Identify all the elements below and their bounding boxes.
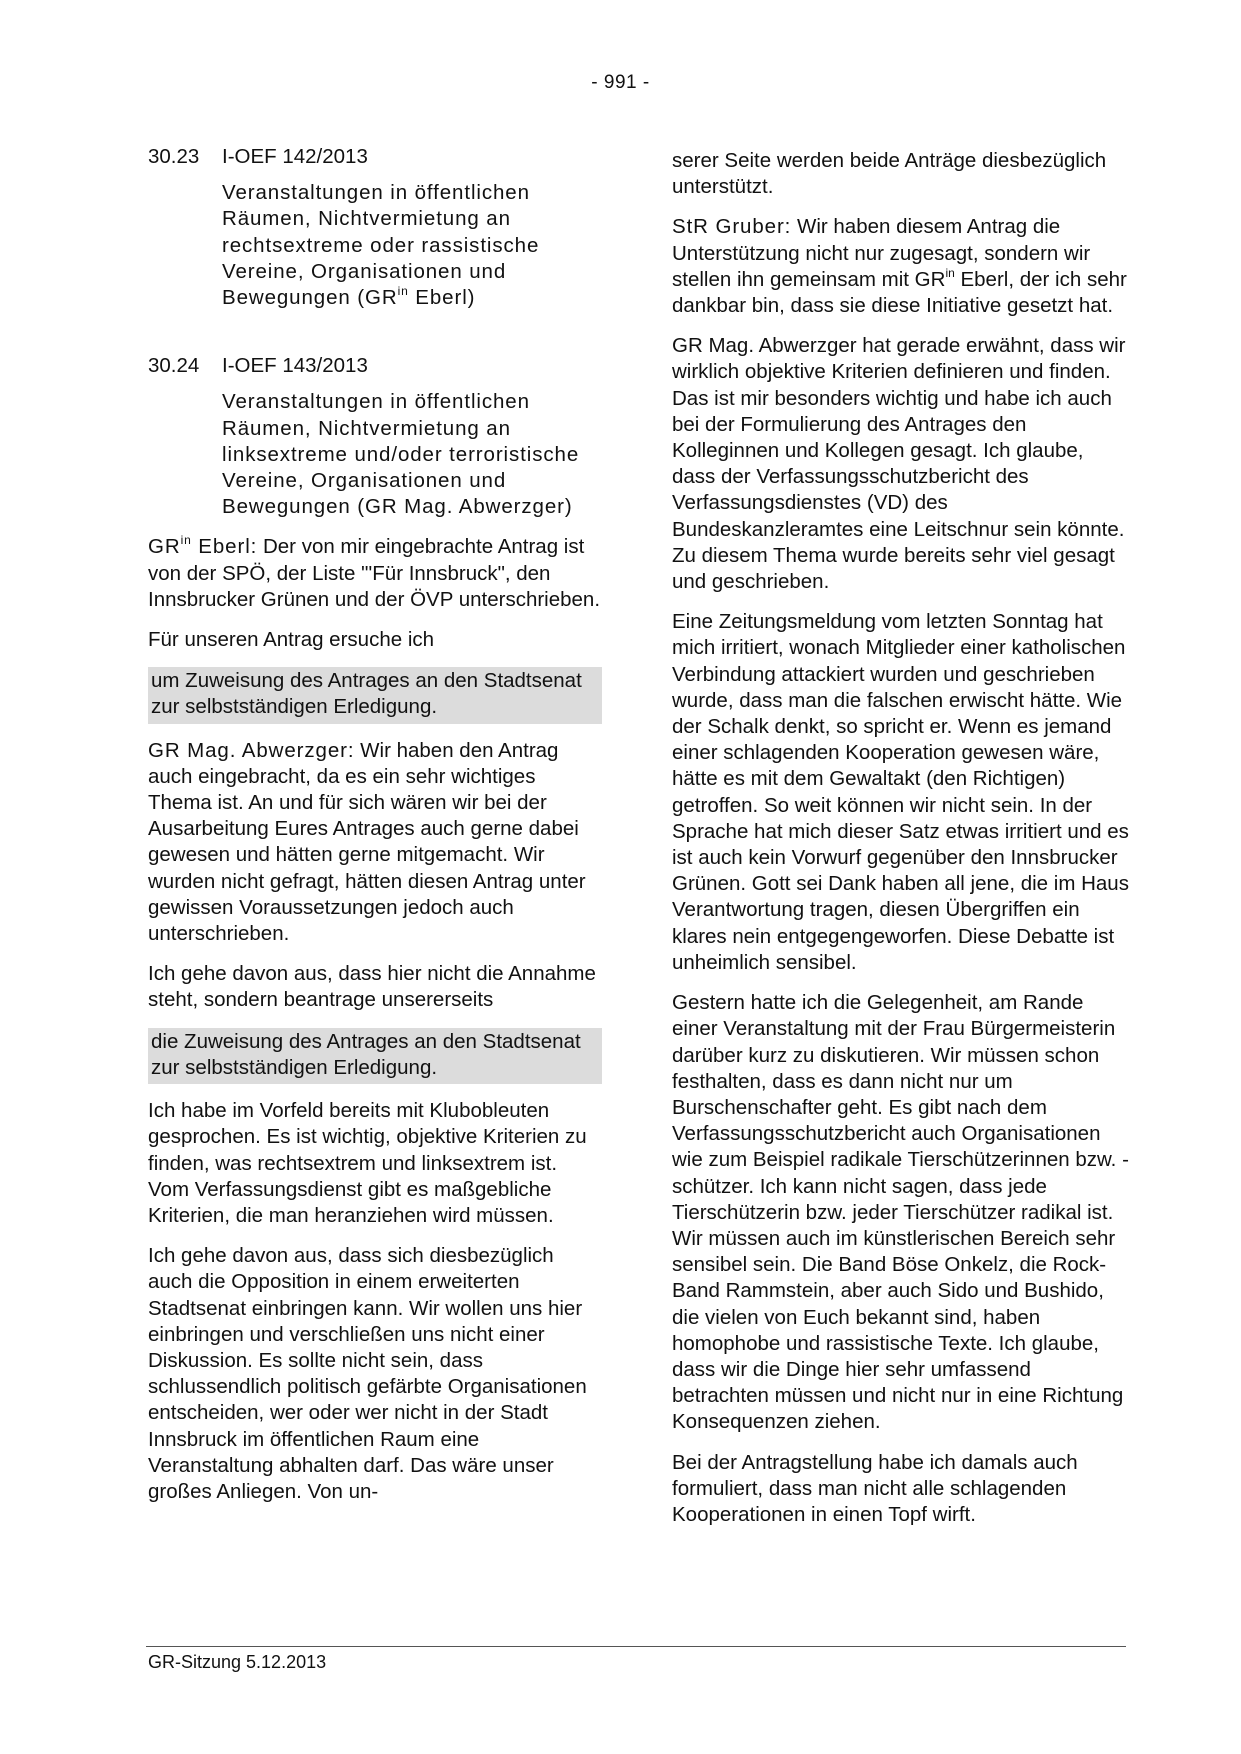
motion-highlight: um Zuweisung des Antrages an den Stadtsenat zur selbstständigen Erledigung.	[148, 667, 602, 723]
paragraph: Eine Zeitungsmeldung vom letzten Sonntag hat mich irritiert, wonach Mitglieder einer katholischen Verbindung attackiert wurden und geschrieben wurde, dass man die falschen erwischt hätte. Wie der Schalk denkt, so spricht er. Wenn es jemand einer schlagenden Kooperation gewesen wäre, hätte es mit dem Gewaltakt (den Richtigen) getroffen. So weit können wir nicht sein. In der Sprache hat mich dieser Satz etwas irritiert und es ist auch kein Vorwurf gegenüber den Innsbrucker Grünen. Gott sei Dank haben all jene, die im Haus Verantwortung tragen, diesen Übergriffen ein klares nein entgegengeworfen. Diese Debatte ist unheimlich sensibel.	[672, 610, 1129, 974]
page-number: - 991 -	[591, 72, 650, 93]
paragraph: Für unseren Antrag ersuche ich	[148, 628, 435, 652]
agenda-item-title: Veranstaltungen in öffentlichen Räumen, Nichtvermietung an rechtsextreme oder rassistische Vereine, Organisationen und Bewegungen ($GR^{in}$ Eberl)	[222, 181, 540, 310]
speaker-name: GR Mag. Abwerzger:	[148, 738, 355, 762]
speaker-name: StR Gruber:	[672, 215, 792, 239]
paragraph: GR Mag. Abwerzger hat gerade erwähnt, dass wir wirklich objektive Kriterien definieren und finden. Das ist mir besonders wichtig und habe ich auch bei der Formulierung des Antrages den Kolleginnen und Kollegen gesagt. Ich glaube, dass der Verfassungsschutzbericht des Verfassungsdienstes (VD) des Bundeskanzleramtes eine Leitschnur sein könnte. Zu diesem Thema wurde bereits sehr viel gesagt und geschrieben.	[672, 334, 1126, 594]
motion-highlight: die Zuweisung des Antrages an den Stadtsenat zur selbstständigen Erledigung.	[148, 1028, 602, 1084]
speech-paragraph: GR Mag. Abwerzger: Wir haben den Antrag auch eingebracht, da es ein sehr wichtiges Thema ist. An und für sich wären wir bei der Ausarbeitung Eures Antrages auch gerne dabei gewesen und hätten gerne mitgemacht. Wir wurden nicht gefragt, hätten diesen Antrag unter gewissen Voraussetzungen jedoch auch unterschrieben.	[148, 738, 586, 946]
agenda-item-number: 30.23	[148, 145, 200, 168]
paragraph: Gestern hatte ich die Gelegenheit, am Rande einer Veranstaltung mit der Frau Bürgermeisterin darüber kurz zu diskutieren. Wir müssen schon festhalten, dass es dann nicht nur um Burschenschafter geht. Es gibt nach dem Verfassungsschutzbericht auch Organisationen wie zum Beispiel radikale Tierschützerinnen bzw. -schützer. Ich kann nicht sagen, dass jede Tierschützerin bzw. jeder Tierschützer radikal ist. Wir müssen auch im künstlerischen Bereich sehr sensibel sein. Die Band Böse Onkelz, die Rock-Band Rammstein, aber auch Sido und Bushido, die vielen von Euch bekannt sind, haben homophobe und rassistische Texte. Ich glaube, dass wir die Dinge hier sehr umfassend betrachten müssen und nicht nur in eine Richtung Konsequenzen ziehen.	[672, 991, 1129, 1434]
agenda-item-heading	[148, 353, 602, 379]
agenda-item-reference: I-OEF 143/2013	[222, 354, 368, 378]
paragraph: Ich habe im Vorfeld bereits mit Klubobleuten gesprochen. Es ist wichtig, objektive Kriterien zu finden, was rechtsextrem und linksextrem ist. Vom Verfassungsdienst gibt es maßgebliche Kriterien, die man heranziehen wird müssen.	[148, 1099, 587, 1227]
speech-paragraph: $GR^{in}$ Eberl: Der von mir eingebrachte Antrag ist von der SPÖ, der Liste "'Für Innsbruck", den Innsbrucker Grünen und der ÖVP unterschrieben.	[148, 533, 601, 611]
footer-session-date: GR-Sitzung 5.12.2013	[148, 1652, 327, 1672]
paragraph: Ich gehe davon aus, dass sich diesbezüglich auch die Opposition in einem erweiterten Stadtsenat einbringen kann. Wir wollen uns hier einbringen und verschließen uns nicht einer Diskussion. Es sollte nicht sein, dass schlussendlich politisch gefärbte Organisationen entscheiden, wer oder wer nicht in der Stadt Innsbruck im öffentlichen Raum eine Veranstaltung abhalten darf. Das wäre unser großes Anliegen. Von un-	[148, 1244, 587, 1503]
speech-paragraph: StR Gruber: Wir haben diesem Antrag die Unterstützung nicht nur zugesagt, sondern wir stellen ihn gemeinsam mit $GR^{in}$ Eberl, der ich sehr dankbar bin, dass sie diese Initiative gesetzt hat.	[672, 215, 1127, 318]
right-column	[672, 148, 1132, 1542]
agenda-item-heading	[148, 144, 602, 170]
footer-divider	[146, 1646, 1126, 1647]
speaker-name: $GR^{in}$ Eberl:	[148, 533, 258, 559]
agenda-item-number: 30.24	[148, 354, 200, 378]
paragraph: serer Seite werden beide Anträge diesbezüglich unterstützt.	[672, 149, 1107, 199]
agenda-item-title: Veranstaltungen in öffentlichen Räumen, Nichtvermietung an linksextreme und/oder terroristische Vereine, Organisationen und Bewegungen (GR Mag. Abwerzger)	[222, 390, 580, 519]
left-column	[148, 144, 602, 1519]
paragraph: Bei der Antragstellung habe ich damals auch formuliert, dass man nicht alle schlagenden Kooperationen in einen Topf wirft.	[672, 1450, 1078, 1526]
paragraph: Ich gehe davon aus, dass hier nicht die Annahme steht, sondern beantrage unsererseits	[148, 962, 596, 1012]
agenda-item-reference: I-OEF 142/2013	[222, 145, 368, 168]
